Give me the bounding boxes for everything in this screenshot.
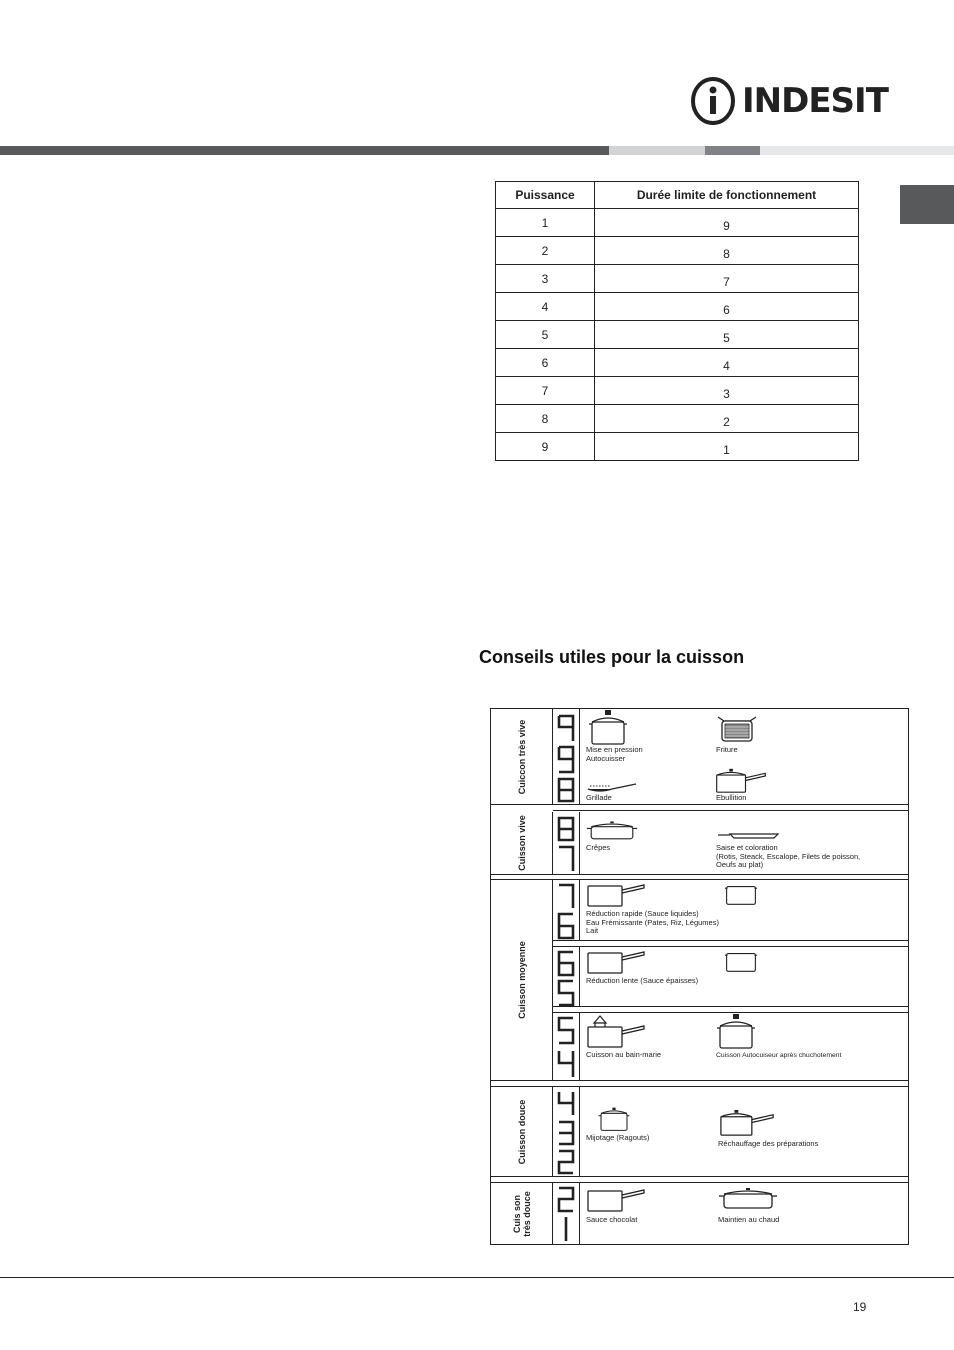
category-cuisson-moyenne [491, 880, 553, 1081]
category-cuisson-vive [491, 812, 553, 875]
header-stripe-pale [760, 146, 954, 155]
table-row [496, 377, 859, 405]
brand-logo [690, 75, 888, 127]
pot-icon [586, 820, 638, 842]
category-label: Cuiccon très vive [516, 719, 527, 794]
digits-icon [557, 882, 575, 940]
category-cuisson-douce [491, 1087, 553, 1177]
label-sauce-chocolat: Sauce chocolat [586, 1215, 638, 1224]
label-ebullition: Ebullition [716, 793, 747, 802]
side-tab [900, 185, 954, 224]
label-grillade: Grillade [586, 793, 612, 802]
category-cuisson-tres-douce [491, 1183, 553, 1244]
cell-duration: 2 [595, 405, 859, 433]
label-saise: Saise et coloration (Rotis, Steack, Escalope, Filets de poisson, Oeufs au plat) [716, 843, 861, 869]
digits-icon [557, 949, 575, 1007]
label-maintien: Maintien au chaud [718, 1215, 780, 1224]
power-digits-4-3-2 [553, 1087, 580, 1177]
cell-power: 4 [496, 293, 595, 321]
col-header-duree: Durée limite de fonctionnement [595, 182, 859, 209]
casserole-icon [586, 1106, 642, 1132]
category-cuisson-tres-vive [491, 709, 553, 805]
table-row [496, 349, 859, 377]
cell-duration: 7 [595, 265, 859, 293]
cell-duration: 1 [595, 433, 859, 461]
pressure-cooker-icon [588, 710, 628, 746]
col-header-puissance: Puissance [496, 182, 595, 209]
footer-divider [0, 1277, 954, 1278]
cell-power: 8 [496, 405, 595, 433]
power-digits-6-5 [553, 947, 580, 1007]
casserole-icon [718, 1187, 778, 1211]
header-stripe-mid [705, 146, 760, 155]
label-autocuiseur: Cuisson Autocuiseur après chuchotement [716, 1052, 842, 1059]
label-crepes: Crêpes [586, 843, 611, 852]
cell-duration: 4 [595, 349, 859, 377]
category-label: Cuisson vive [516, 815, 527, 871]
pot-icon [716, 884, 766, 906]
frying-pan-icon [716, 831, 780, 841]
digits-icon [557, 713, 575, 803]
bain-marie-icon [586, 1015, 646, 1049]
fryer-icon [716, 713, 758, 743]
row-douce [580, 1087, 908, 1177]
label-mijotage: Mijotage (Ragouts) [586, 1133, 650, 1142]
power-digits-8-7 [553, 812, 580, 875]
table-row [496, 237, 859, 265]
power-digits-5-4 [553, 1013, 580, 1081]
table-row [496, 293, 859, 321]
section-title: Conseils utiles pour la cuisson [479, 647, 745, 667]
row-tres-douce [580, 1183, 908, 1244]
row-tres-vive [580, 709, 908, 805]
power-duration-table [495, 181, 859, 461]
cell-duration: 3 [595, 377, 859, 405]
row-moyenne-7-6 [580, 880, 908, 941]
row-moyenne-6-5 [580, 947, 908, 1007]
table-row [496, 433, 859, 461]
digits-icon [557, 815, 575, 873]
cell-power: 6 [496, 349, 595, 377]
cell-power: 9 [496, 433, 595, 461]
label-friture: Friture [716, 745, 738, 754]
cell-duration: 5 [595, 321, 859, 349]
cell-duration: 9 [595, 209, 859, 237]
header-stripe-dark [0, 146, 609, 155]
saucepan-icon [586, 1187, 646, 1213]
brand-name: INDESIT [742, 81, 888, 121]
table-row [496, 265, 859, 293]
label-rechauffage: Réchauffage des préparations [718, 1139, 819, 1148]
cell-duration: 6 [595, 293, 859, 321]
table-row [496, 321, 859, 349]
digits-icon [557, 1089, 575, 1175]
saucepan-icon [586, 882, 646, 908]
power-digits-7-6 [553, 880, 580, 941]
label-reduction-rapide: Réduction rapide (Sauce liquides) Eau Frémissante (Pates, Riz, Légumes) Lait [586, 909, 719, 935]
lidded-saucepan-icon [714, 767, 768, 794]
cell-power: 2 [496, 237, 595, 265]
page-number: 19 [853, 1300, 867, 1314]
category-label: Cuisson moyenne [516, 941, 527, 1019]
category-label: Cuisson douce [516, 1099, 527, 1164]
label-reduction-lente: Réduction lente (Sauce épaisses) [586, 976, 699, 985]
row-moyenne-5-4 [580, 1013, 908, 1081]
table-row [496, 209, 859, 237]
row-gap [553, 805, 908, 811]
cooking-guide-table [490, 708, 909, 1245]
label-mise-en-pression: Mise en pression Autocuisser [586, 745, 643, 763]
pressure-cooker-icon [716, 1014, 756, 1050]
cell-duration: 8 [595, 237, 859, 265]
cell-power: 1 [496, 209, 595, 237]
row-vive [580, 812, 908, 875]
category-label: Cuis son très douce [511, 1190, 532, 1237]
digits-icon [557, 1185, 575, 1243]
power-digits-2-1 [553, 1183, 580, 1244]
lidded-saucepan-icon [718, 1108, 776, 1137]
power-digits-9-8 [553, 709, 580, 805]
digits-icon [557, 1015, 575, 1079]
cell-power: 5 [496, 321, 595, 349]
cell-power: 7 [496, 377, 595, 405]
header-stripe-light [609, 146, 705, 155]
label-bain-marie: Cuisson au bain-marie [586, 1050, 662, 1059]
pot-icon [716, 951, 766, 973]
indesit-logo-icon [690, 76, 736, 126]
cell-power: 3 [496, 265, 595, 293]
saucepan-icon [586, 949, 646, 975]
table-row [496, 405, 859, 433]
